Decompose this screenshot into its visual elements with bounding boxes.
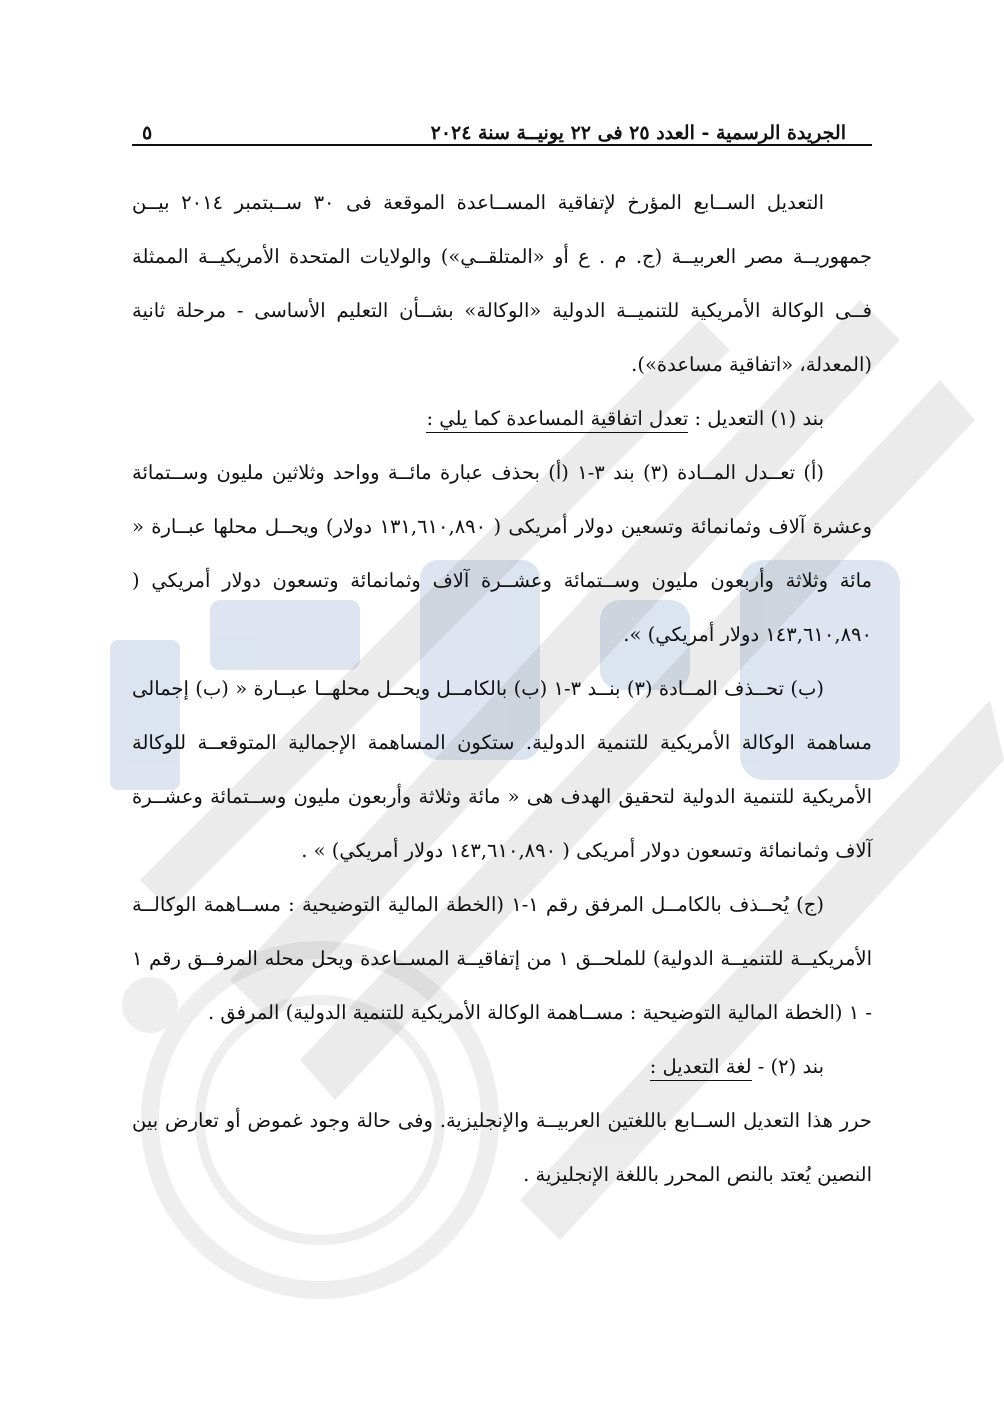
page-header <box>132 100 872 146</box>
clause-2-title: لغة التعديل : <box>650 1055 752 1081</box>
clause-2-heading <box>132 1040 872 1094</box>
clause-1-label: بند (١) التعديل : <box>688 407 824 430</box>
intro-paragraph: التعديل الســابع المؤرخ لإتفاقية المســاعدة الموقعة فى ٣٠ ســبتمبر ٢٠١٤ بيــن جمهوريــة مصر العربيــة (ج. م . ع أو «المتلقــي») والولايات المتحدة الأمريكيــة الممثلة فــى الوكالة الأمريكية للتنميــة الدولية «الوكالة» بشــأن التعليم الأساسى - مرحلة ثانية (المعدلة، «اتفاقية مساعدة»). <box>132 191 872 376</box>
amendment-a-paragraph: (أ) تعــدل المــادة (٣) بند ٣-١ (أ) بحذف عبارة مائــة وواحد وثلاثين مليون وســتمائة وعشرة آلاف وثمانمائة وتسعين دولار أمريكى ( ١٣١,٦١٠,٨٩٠ دولار) ويحــل محلها عبــارة « مائة وثلاثة وأربعون مليون وســتمائة وعشــرة آلاف وثمانمائة وتسعون دولار أمريكي ( ١٤٣,٦١٠,٨٩٠ دولار أمريكي) ». <box>132 461 873 646</box>
page-number: ٥ <box>142 122 153 144</box>
document-body <box>132 176 872 1202</box>
clause-1-title: تعدل اتفاقية المساعدة كما يلي : <box>426 407 688 433</box>
language-paragraph: حرر هذا التعديل الســابع باللغتين العربيــة والإنجليزية. وفى حالة وجود غموض أو تعارض بين النصين يُعتد بالنص المحرر باللغة الإنجليزية . <box>132 1109 872 1186</box>
clause-2-label: بند (٢) - <box>751 1055 824 1078</box>
clause-1-heading <box>132 392 872 446</box>
document-page <box>132 100 872 1202</box>
running-title: الجريدة الرسمية - العدد ٢٥ فى ٢٢ يونيــة سنة ٢٠٢٤ <box>430 122 846 144</box>
amendment-b-paragraph: (ب) تحــذف المــادة (٣) بنــد ٣-١ (ب) بالكامــل ويحــل محلهــا عبــارة « (ب) إجمالى مساهمة الوكالة الأمريكية للتنمية الدولية. ستكون المساهمة الإجمالية المتوقعــة للوكالة الأمريكية للتنمية الدولية لتحقيق الهدف هى « مائة وثلاثة وأربعون مليون وســتمائة وعشــرة آلاف وثمانمائة وتسعون دولار أمريكى ( ١٤٣,٦١٠,٨٩٠ دولار أمريكي) » . <box>132 677 872 862</box>
amendment-c-paragraph: (ج) يُحــذف بالكامــل المرفق رقم ١-١ (الخطة المالية التوضيحية : مســاهمة الوكالــة الأمريكيــة للتنميــة الدولية) للملحــق ١ من إتفاقيــة المســاعدة ويحل محله المرفــق رقم ١ - ١ (الخطة المالية التوضيحية : مســاهمة الوكالة الأمريكية للتنمية الدولية) المرفق . <box>132 893 872 1024</box>
